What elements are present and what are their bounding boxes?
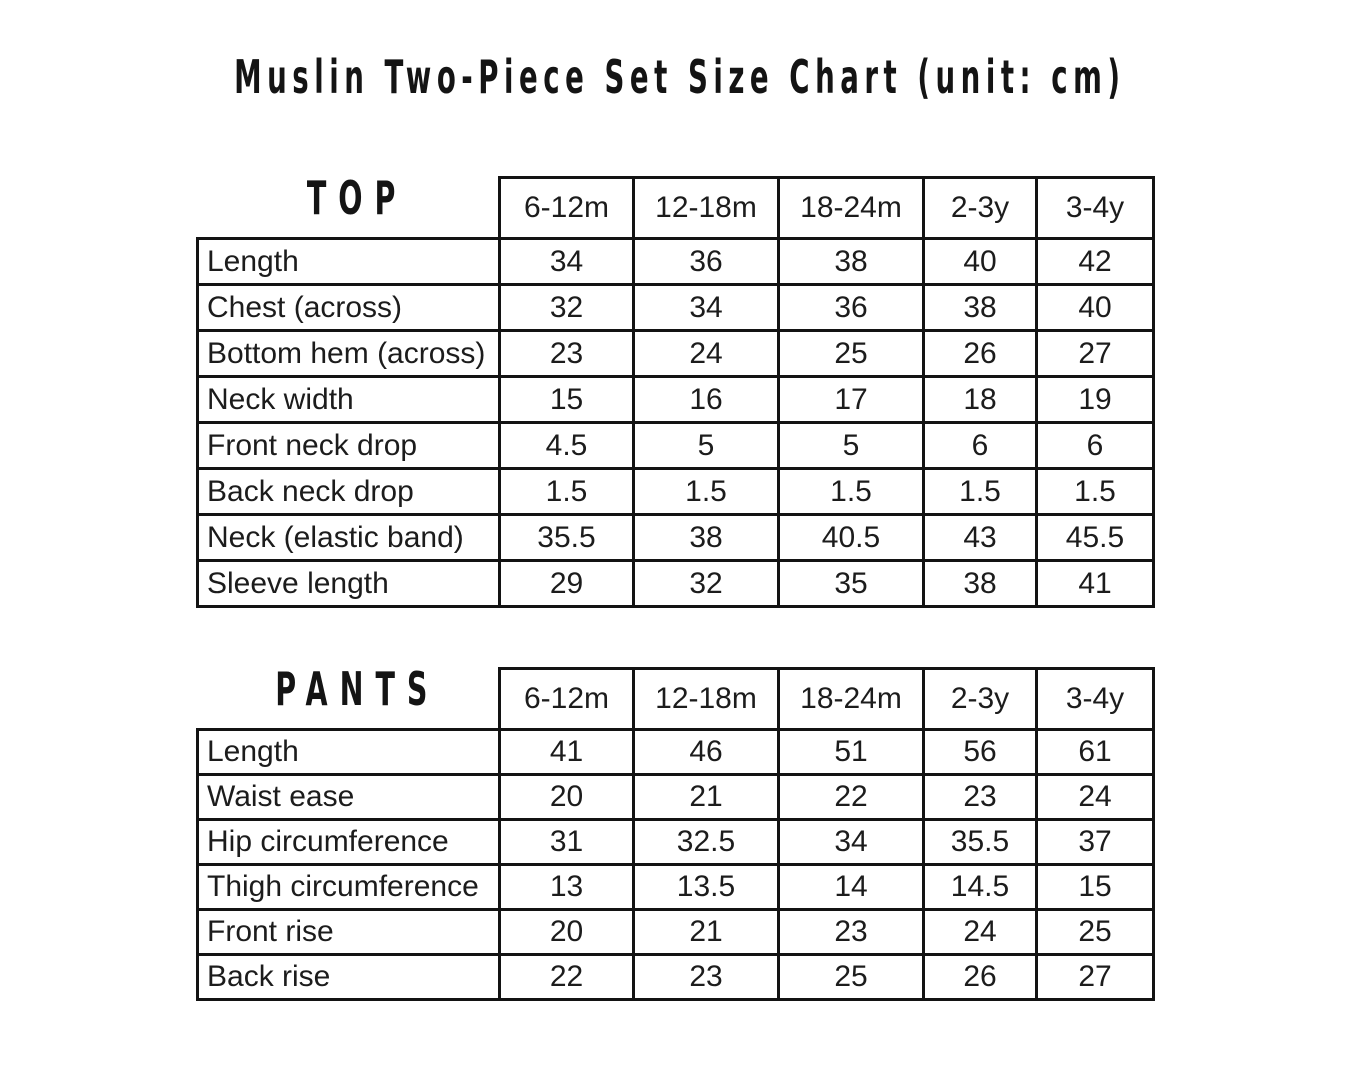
measurement-value: 31 xyxy=(500,820,634,865)
measurement-label: Neck (elastic band) xyxy=(198,515,500,561)
measurement-value: 37 xyxy=(1037,820,1154,865)
measurement-value: 14 xyxy=(779,865,924,910)
measurement-value: 25 xyxy=(779,331,924,377)
measurement-value: 23 xyxy=(500,331,634,377)
measurement-value: 14.5 xyxy=(924,865,1037,910)
measurement-value: 42 xyxy=(1037,239,1154,285)
measurement-value: 61 xyxy=(1037,730,1154,775)
measurement-label: Sleeve length xyxy=(198,561,500,607)
measurement-value: 23 xyxy=(924,775,1037,820)
measurement-value: 20 xyxy=(500,775,634,820)
table-row xyxy=(198,775,1154,820)
measurement-value: 13 xyxy=(500,865,634,910)
size-column-header: 18-24m xyxy=(779,669,924,730)
measurement-value: 1.5 xyxy=(1037,469,1154,515)
measurement-value: 6 xyxy=(1037,423,1154,469)
measurement-value: 51 xyxy=(779,730,924,775)
measurement-value: 24 xyxy=(634,331,779,377)
size-column-header: 3-4y xyxy=(1037,178,1154,239)
size-column-header: 12-18m xyxy=(634,669,779,730)
title-row xyxy=(0,50,1350,104)
top-section-heading: TOP xyxy=(307,171,408,226)
table-row xyxy=(198,331,1154,377)
header-row xyxy=(198,178,1154,239)
measurement-value: 23 xyxy=(779,910,924,955)
measurement-value: 16 xyxy=(634,377,779,423)
measurement-value: 5 xyxy=(779,423,924,469)
measurement-label: Front rise xyxy=(198,910,500,955)
measurement-value: 32 xyxy=(500,285,634,331)
measurement-value: 5 xyxy=(634,423,779,469)
measurement-value: 6 xyxy=(924,423,1037,469)
measurement-label: Chest (across) xyxy=(198,285,500,331)
table-row xyxy=(198,239,1154,285)
measurement-value: 1.5 xyxy=(634,469,779,515)
measurement-label: Waist ease xyxy=(198,775,500,820)
measurement-value: 1.5 xyxy=(500,469,634,515)
pants-section-heading: PANTS xyxy=(275,662,440,717)
measurement-value: 27 xyxy=(1037,331,1154,377)
pants-size-table xyxy=(196,662,1155,1001)
measurement-value: 40 xyxy=(1037,285,1154,331)
top-size-table xyxy=(196,171,1155,608)
size-column-header: 2-3y xyxy=(924,178,1037,239)
measurement-value: 19 xyxy=(1037,377,1154,423)
table-row xyxy=(198,377,1154,423)
measurement-value: 35.5 xyxy=(924,820,1037,865)
measurement-value: 24 xyxy=(924,910,1037,955)
measurement-label: Hip circumference xyxy=(198,820,500,865)
measurement-label: Back neck drop xyxy=(198,469,500,515)
table-row xyxy=(198,730,1154,775)
measurement-value: 1.5 xyxy=(779,469,924,515)
measurement-value: 22 xyxy=(500,955,634,1000)
size-column-header: 18-24m xyxy=(779,178,924,239)
measurement-value: 29 xyxy=(500,561,634,607)
measurement-value: 41 xyxy=(1037,561,1154,607)
measurement-value: 46 xyxy=(634,730,779,775)
measurement-value: 23 xyxy=(634,955,779,1000)
table-row xyxy=(198,469,1154,515)
measurement-value: 25 xyxy=(1037,910,1154,955)
measurement-value: 21 xyxy=(634,910,779,955)
measurement-value: 40 xyxy=(924,239,1037,285)
measurement-label: Back rise xyxy=(198,955,500,1000)
measurement-value: 38 xyxy=(779,239,924,285)
size-column-header: 2-3y xyxy=(924,669,1037,730)
measurement-value: 26 xyxy=(924,955,1037,1000)
measurement-value: 1.5 xyxy=(924,469,1037,515)
measurement-value: 24 xyxy=(1037,775,1154,820)
size-column-header: 3-4y xyxy=(1037,669,1154,730)
measurement-value: 26 xyxy=(924,331,1037,377)
measurement-value: 38 xyxy=(634,515,779,561)
measurement-value: 36 xyxy=(634,239,779,285)
table-row xyxy=(198,423,1154,469)
header-row xyxy=(198,669,1154,730)
measurement-value: 34 xyxy=(634,285,779,331)
measurement-value: 35 xyxy=(779,561,924,607)
measurement-value: 20 xyxy=(500,910,634,955)
table-row xyxy=(198,285,1154,331)
measurement-value: 45.5 xyxy=(1037,515,1154,561)
measurement-label: Neck width xyxy=(198,377,500,423)
measurement-value: 32 xyxy=(634,561,779,607)
table-heading-cell xyxy=(198,662,500,730)
table-row xyxy=(198,955,1154,1000)
top-measurements-table xyxy=(196,171,1155,608)
measurement-value: 21 xyxy=(634,775,779,820)
measurement-label: Bottom hem (across) xyxy=(198,331,500,377)
measurement-value: 17 xyxy=(779,377,924,423)
measurement-value: 18 xyxy=(924,377,1037,423)
size-column-header: 6-12m xyxy=(500,178,634,239)
measurement-value: 22 xyxy=(779,775,924,820)
measurement-label: Thigh circumference xyxy=(198,865,500,910)
table-row xyxy=(198,515,1154,561)
measurement-value: 27 xyxy=(1037,955,1154,1000)
measurement-value: 34 xyxy=(500,239,634,285)
measurement-label: Length xyxy=(198,239,500,285)
table-row xyxy=(198,561,1154,607)
table-row xyxy=(198,910,1154,955)
measurement-value: 40.5 xyxy=(779,515,924,561)
measurement-value: 35.5 xyxy=(500,515,634,561)
measurement-value: 43 xyxy=(924,515,1037,561)
size-column-header: 6-12m xyxy=(500,669,634,730)
table-row xyxy=(198,865,1154,910)
measurement-value: 56 xyxy=(924,730,1037,775)
measurement-value: 25 xyxy=(779,955,924,1000)
page-title: Muslin Two-Piece Set Size Chart (unit: cm) xyxy=(233,50,1126,104)
measurement-value: 38 xyxy=(924,285,1037,331)
size-column-header: 12-18m xyxy=(634,178,779,239)
measurement-value: 15 xyxy=(1037,865,1154,910)
measurement-value: 4.5 xyxy=(500,423,634,469)
measurement-value: 13.5 xyxy=(634,865,779,910)
measurement-label: Front neck drop xyxy=(198,423,500,469)
measurement-value: 38 xyxy=(924,561,1037,607)
measurement-value: 36 xyxy=(779,285,924,331)
pants-measurements-table xyxy=(196,662,1155,1001)
measurement-value: 32.5 xyxy=(634,820,779,865)
table-row xyxy=(198,820,1154,865)
measurement-value: 15 xyxy=(500,377,634,423)
measurement-value: 41 xyxy=(500,730,634,775)
measurement-value: 34 xyxy=(779,820,924,865)
table-heading-cell xyxy=(198,171,500,239)
measurement-label: Length xyxy=(198,730,500,775)
